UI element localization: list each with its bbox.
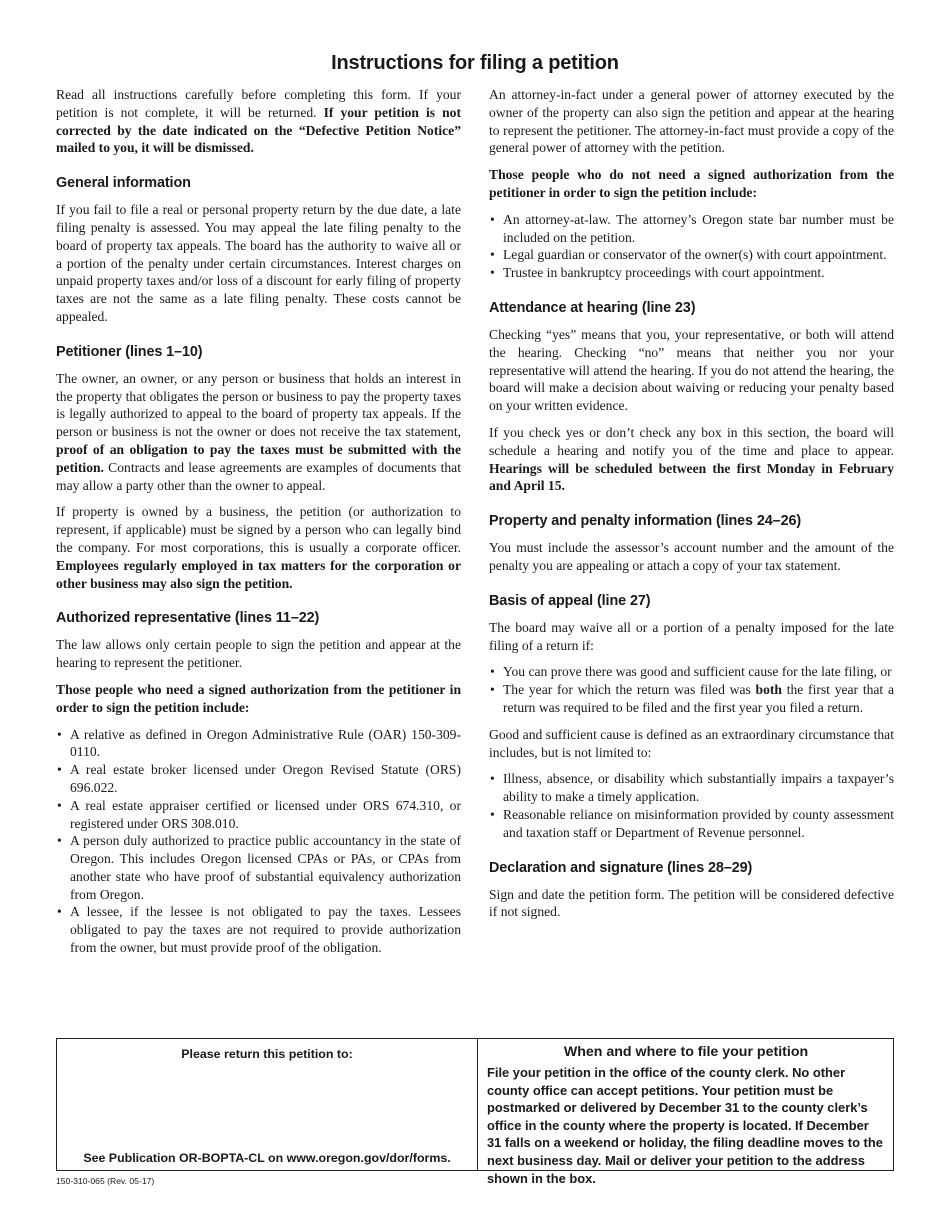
petitioner-p1-b: Contracts and lease agreements are examples of documents that may allow a party other than the owner to appeal.	[56, 459, 461, 493]
list-item: • Reasonable reliance on misinformation provided by county assessment and taxation staff or Department of Revenue personnel.	[489, 806, 894, 842]
no-auth-list	[489, 211, 894, 282]
basis-paragraph-1: The board may waive all or a portion of a penalty imposed for the late filing of a return if:	[489, 619, 894, 653]
basis-list	[489, 663, 894, 716]
basis-paragraph-2: Good and sufficient cause is defined as an extraordinary circumstance that includes, but is not limited to:	[489, 726, 894, 760]
basis-heading: Basis of appeal (line 27)	[489, 592, 651, 609]
publication-reference: See Publication OR-BOPTA-CL on www.oregon.gov/dor/forms.	[83, 1151, 451, 1165]
basis-item2-a: The year for which the return was filed was	[503, 682, 756, 698]
property-text: You must include the assessor’s account number and the amount of the penalty you are appealing or attach a copy of your tax statement.	[489, 540, 894, 573]
attorney-paragraph: An attorney-in-fact under a general power of attorney executed by the owner of the property can also sign the petition and appear at the hearing to represent the petitioner. The attorney-in-fact must provide a copy of the general power of attorney with the petition.	[489, 87, 894, 156]
declaration-text: Sign and date the petition form. The petition will be considered defective if not signed.	[489, 886, 894, 920]
list-item: • An attorney-at-law. The attorney’s Oregon state bar number must be included on the petition.	[489, 211, 894, 247]
attendance-p2-a: If you check yes or don’t check any box in this section, the board will schedule a hearing and notify you of the time and place to appear.	[489, 424, 894, 458]
petitioner-heading: Petitioner (lines 1–10)	[56, 343, 203, 360]
list-item: • You can prove there was good and sufficient cause for the late filing, or	[489, 663, 894, 681]
list-item: • Legal guardian or conservator of the owner(s) with court appointment.	[489, 246, 894, 264]
petitioner-p2-a: If property is owned by a business, the petition (or authorization to represent, if applicable) must be signed by a person who can legally bind the company. For most corporations, this is usually a corporate officer.	[56, 504, 461, 555]
authorized-list	[56, 726, 461, 957]
authorized-paragraph-2: Those people who need a signed authorization from the petitioner in order to sign the petition include:	[56, 681, 461, 715]
return-address-panel	[57, 1039, 478, 1170]
petitioner-paragraph-1	[56, 370, 461, 495]
declaration-heading: Declaration and signature (lines 28–29)	[489, 859, 753, 876]
basis-item2-bold: both	[755, 682, 782, 698]
basis-item2-b: the first year that a return was required to be filed and the first year you filed a return.	[503, 682, 894, 715]
list-item: • A lessee, if the lessee is not obligated to pay the taxes. Lessees obligated to pay the taxes are not required to provide authorization from the owner, but must provide proof of the obligation.	[56, 903, 461, 956]
list-item: • Trustee in bankruptcy proceedings with court appointment.	[489, 264, 894, 282]
no-auth-paragraph: Those people who do not need a signed authorization from the petitioner in order to sign the petition include:	[489, 167, 894, 200]
petitioner-p1-a: The owner, an owner, or any person or business that holds an interest in the property that obligates the person or business to pay the property taxes is legally authorized to appeal to the board of property tax appeals. If the person or business is not the owner or does not receive the tax statement,	[56, 370, 461, 440]
cause-list	[489, 770, 894, 841]
intro-paragraph	[56, 86, 461, 157]
page-title: Instructions for filing a petition	[331, 52, 619, 74]
attendance-p2-bold: Hearings will be scheduled between the first Monday in February and April 15.	[489, 460, 894, 494]
list-item: • A real estate appraiser certified or licensed under ORS 674.310, or registered under ORS 308.010.	[56, 797, 461, 833]
intro-text: Read all instructions carefully before completing this form. If your petition is not complete, it will be returned.	[56, 87, 461, 120]
list-item: • Illness, absence, or disability which substantially impairs a taxpayer’s ability to make a timely application.	[489, 770, 894, 806]
attendance-paragraph-1: Checking “yes” means that you, your representative, or both will attend the hearing. Checking “no” means that neither you nor your representative will attend the hearing. If you do not attend the hearing, the board will make a decision about waiving or reducing your penalty based on your written evidence.	[489, 326, 894, 414]
intro-warning: If your petition is not corrected by the date indicated on the “Defective Petition Notice” mailed to you, it will be dismissed.	[56, 104, 461, 156]
general-heading: General information	[56, 175, 191, 192]
filing-heading: When and where to file your petition	[563, 1044, 809, 1060]
petitioner-paragraph-2	[56, 503, 461, 592]
left-column	[56, 86, 461, 966]
form-number: 150-310-065 (Rev. 05-17)	[56, 1176, 155, 1186]
right-column	[489, 86, 894, 930]
list-item: • A person duly authorized to practice public accountancy in the state of Oregon. This includes Oregon licensed CPAs or PAs, or CPAs from another state who have proof of substantial equivalency authorization from Oregon.	[56, 832, 461, 903]
filing-info-panel	[478, 1039, 893, 1186]
list-item: • A real estate broker licensed under Oregon Revised Statute (ORS) 696.022.	[56, 761, 461, 797]
authorized-heading: Authorized representative (lines 11–22)	[56, 610, 320, 627]
petitioner-p2-bold: Employees regularly employed in tax matters for the corporation or other business may also sign the petition.	[56, 557, 461, 591]
attendance-heading: Attendance at hearing (line 23)	[489, 299, 696, 316]
petitioner-p1-bold: proof of an obligation to pay the taxes must be submitted with the petition.	[56, 441, 461, 475]
list-item: • A relative as defined in Oregon Administrative Rule (OAR) 150-309-0110.	[56, 726, 461, 762]
list-item	[489, 681, 894, 717]
general-text: If you fail to file a real or personal property return by the due date, a late filing penalty is assessed. You may appeal the late filing penalty to the board of property tax appeals. The board has the authority to waive all or a portion of the penalty under certain circumstances. Interest charges on unpaid property taxes and/or loss of a discount for early filing of property taxes are not the same as a late filing penalty. These costs cannot be appealed.	[56, 202, 461, 324]
authorized-paragraph-1: The law allows only certain people to sign the petition and appear at the hearing to represent the petitioner.	[56, 637, 461, 671]
return-label: Please return this petition to:	[181, 1047, 353, 1061]
filing-text: File your petition in the office of the county clerk. No other county office can accept petitions. Your petition must be postmarked or delivered by December 31 to the county clerk’s office in the county where the property is located. If December 31 falls on a weekend or holiday, the filing deadline moves to the next business day. Mail or deliver your petition to the address shown in the box.	[487, 1065, 883, 1186]
attendance-paragraph-2	[489, 424, 894, 495]
property-heading: Property and penalty information (lines 24–26)	[489, 513, 802, 530]
